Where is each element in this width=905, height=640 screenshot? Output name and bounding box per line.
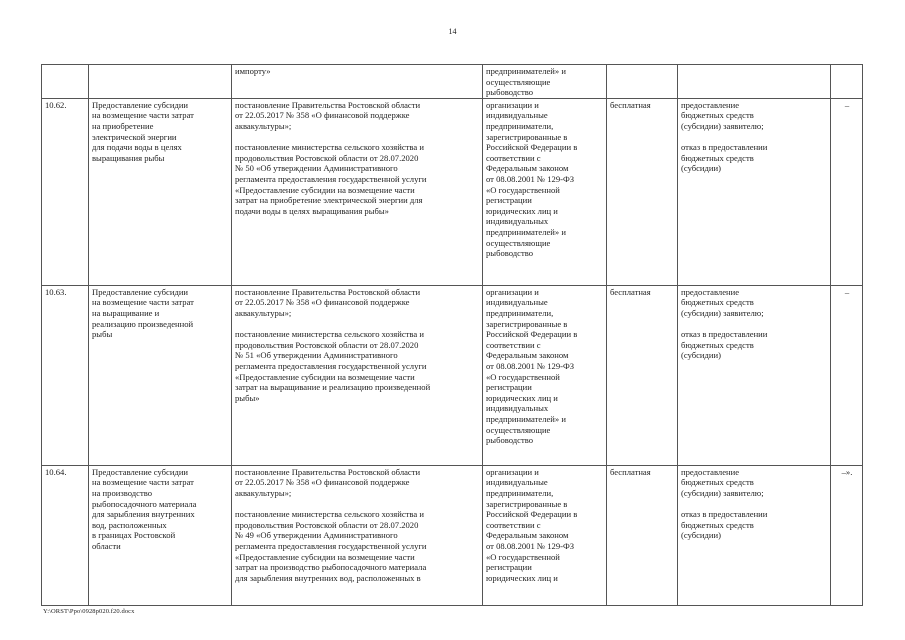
- cell-basis: постановление Правительства Ростовской области от 22.05.2017 № 358 «О финансовой поддержке аквакультуры»; постановление министерства сельского хозяйства и продовольствия Ростовской области от 28.07.2020 № 51 «Об утверждении Административного регламента предоставления государственной услуги «Предоставление субсидии на возмещение части затрат на выращивание и реализацию произведенной рыбы»: [232, 285, 483, 465]
- cell-basis: постановление Правительства Ростовской области от 22.05.2017 № 358 «О финансовой поддержке аквакультуры»; постановление министерства сельского хозяйства и продовольствия Ростовской области от 28.07.2020 № 50 «Об утверждении Административного регламента предоставления государственной услуги «Предоставление субсидии на возмещение части затрат на приобретение электрической энергии для подачи воды в целях выращивания рыбы»: [232, 98, 483, 285]
- cell-result: предоставление бюджетных средств (субсидии) заявителю; отказ в предоставлении бюджетных средств (субсидии): [678, 98, 831, 285]
- cell-extra: –».: [831, 465, 863, 605]
- table-row: [42, 98, 863, 285]
- cell-fee: бесплатная: [607, 98, 678, 285]
- cell-result: предоставление бюджетных средств (субсидии) заявителю; отказ в предоставлении бюджетных средств (субсидии): [678, 465, 831, 605]
- cell-basis: импорту»: [232, 65, 483, 99]
- cell-number: [42, 65, 89, 99]
- table-row: [42, 65, 863, 99]
- services-table: [41, 64, 863, 606]
- cell-number: 10.64.: [42, 465, 89, 605]
- cell-applicants: организации и индивидуальные предприниматели, зарегистрированные в Российской Федерации в соответствии с Федеральным законом от 08.08.2001 № 129-ФЗ «О государственной регистрации юридических лиц и: [483, 465, 607, 605]
- cell-service-name: Предоставление субсидии на возмещение части затрат на приобретение электрической энергии для подачи воды в целях выращивания рыбы: [89, 98, 232, 285]
- cell-service-name: Предоставление субсидии на возмещение части затрат на выращивание и реализацию произведенной рыбы: [89, 285, 232, 465]
- cell-service-name: [89, 65, 232, 99]
- cell-result: предоставление бюджетных средств (субсидии) заявителю; отказ в предоставлении бюджетных средств (субсидии): [678, 285, 831, 465]
- table-row: [42, 285, 863, 465]
- cell-extra: –: [831, 285, 863, 465]
- cell-extra: [831, 65, 863, 99]
- cell-number: 10.62.: [42, 98, 89, 285]
- page-number: 14: [448, 27, 457, 36]
- cell-fee: бесплатная: [607, 465, 678, 605]
- cell-applicants: организации и индивидуальные предприниматели, зарегистрированные в Российской Федерации в соответствии с Федеральным законом от 08.08.2001 № 129-ФЗ «О государственной регистрации юридических лиц и индивидуальных предпринимателей» и осуществляющие рыбоводство: [483, 285, 607, 465]
- cell-result: [678, 65, 831, 99]
- cell-applicants: предпринимателей» и осуществляющие рыбоводство: [483, 65, 607, 99]
- cell-applicants: организации и индивидуальные предприниматели, зарегистрированные в Российской Федерации в соответствии с Федеральным законом от 08.08.2001 № 129-ФЗ «О государственной регистрации юридических лиц и индивидуальных предпринимателей» и осуществляющие рыбоводство: [483, 98, 607, 285]
- cell-fee: [607, 65, 678, 99]
- cell-fee: бесплатная: [607, 285, 678, 465]
- cell-basis: постановление Правительства Ростовской области от 22.05.2017 № 358 «О финансовой поддержке аквакультуры»; постановление министерства сельского хозяйства и продовольствия Ростовской области от 28.07.2020 № 49 «Об утверждении Административного регламента предоставления государственной услуги «Предоставление субсидии на возмещение части затрат на производство рыбопосадочного материала для зарыбления внутренних вод, расположенных в: [232, 465, 483, 605]
- table-row: [42, 465, 863, 605]
- cell-service-name: Предоставление субсидии на возмещение части затрат на производство рыбопосадочного материала для зарыбления внутренних вод, расположенных в границах Ростовской области: [89, 465, 232, 605]
- cell-number: 10.63.: [42, 285, 89, 465]
- cell-extra: –: [831, 98, 863, 285]
- file-path-footer: Y:\ORST\Ppo\0928p020.f20.docx: [43, 608, 135, 615]
